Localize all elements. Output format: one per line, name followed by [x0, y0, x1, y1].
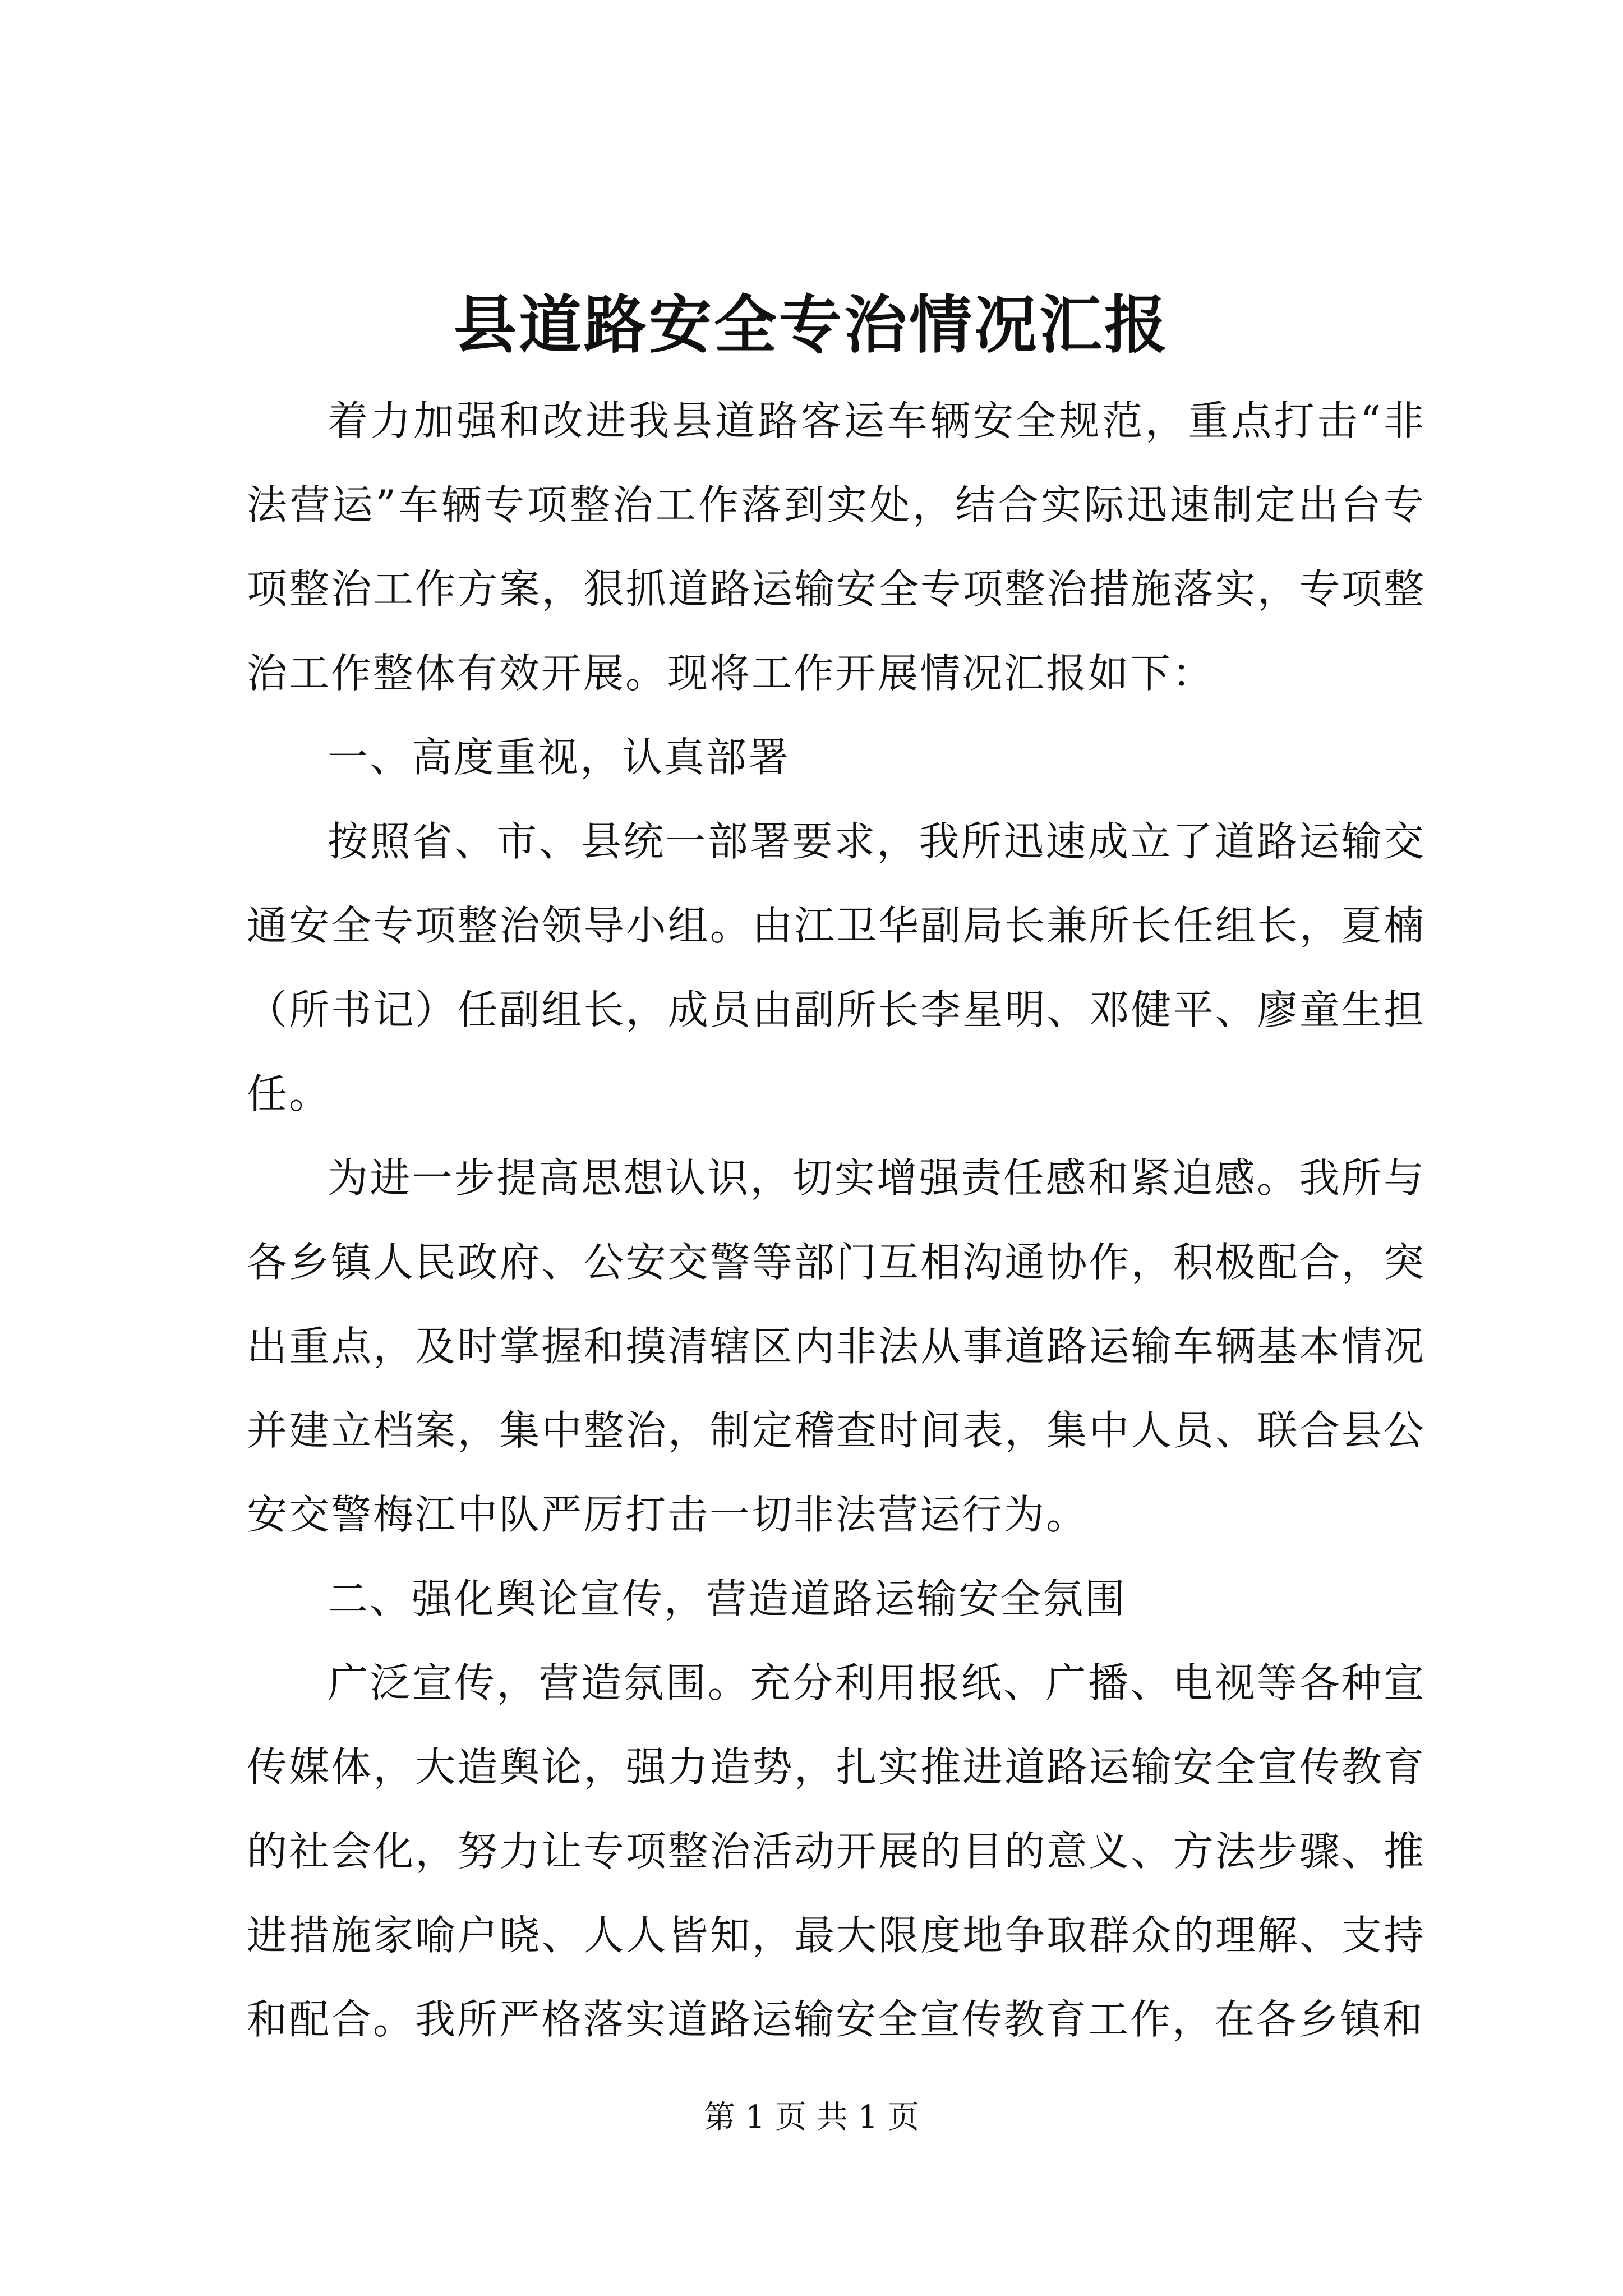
- page-footer: 第 1 页 共 1 页: [703, 2099, 920, 2136]
- section-heading-1: 一、高度重视，认真部署: [328, 734, 791, 781]
- section-heading-2: 二、强化舆论宣传，营造道路运输安全氛围: [328, 1575, 1127, 1622]
- paragraph-intro: 着力加强和改进我县道路客运车辆安全规范，重点打击“非法营运”车辆专项整治工作落到实处，结合实际迅速制定出台专项整治工作方案，狠抓道路运输安全专项整治措施落实，专项整治工作整体有效开展。现将工作开展情况汇报如下：: [247, 397, 1426, 697]
- document-title: 县道路安全专治情况汇报: [454, 288, 1169, 362]
- paragraph-cooperation: 为进一步提高思想认识，切实增强责任感和紧迫感。我所与各乡镇人民政府、公安交警等部门互相沟通协作，积极配合，突出重点，及时掌握和摸清辖区内非法从事道路运输车辆基本情况并建立档案，集中整治，制定稽查时间表，集中人员、联合县公安交警梅江中队严厉打击一切非法营运行为。: [247, 1154, 1426, 1538]
- paragraph-leadership-group: 按照省、市、县统一部署要求，我所迅速成立了道路运输交通安全专项整治领导小组。由江卫华副局长兼所长任组长，夏楠（所书记）任副组长，成员由副所长李星明、邓健平、廖童生担任。: [247, 818, 1426, 1117]
- paragraph-publicity: 广泛宣传，营造氛围。充分利用报纸、广播、电视等各种宣传媒体，大造舆论，强力造势，扎实推进道路运输安全宣传教育的社会化，努力让专项整治活动开展的目的意义、方法步骤、推进措施家喻户晓、人人皆知，最大限度地争取群众的理解、支持和配合。我所严格落实道路运输安全宣传教育工作，在各乡镇和: [247, 1659, 1426, 2043]
- document-body: [247, 379, 1426, 2062]
